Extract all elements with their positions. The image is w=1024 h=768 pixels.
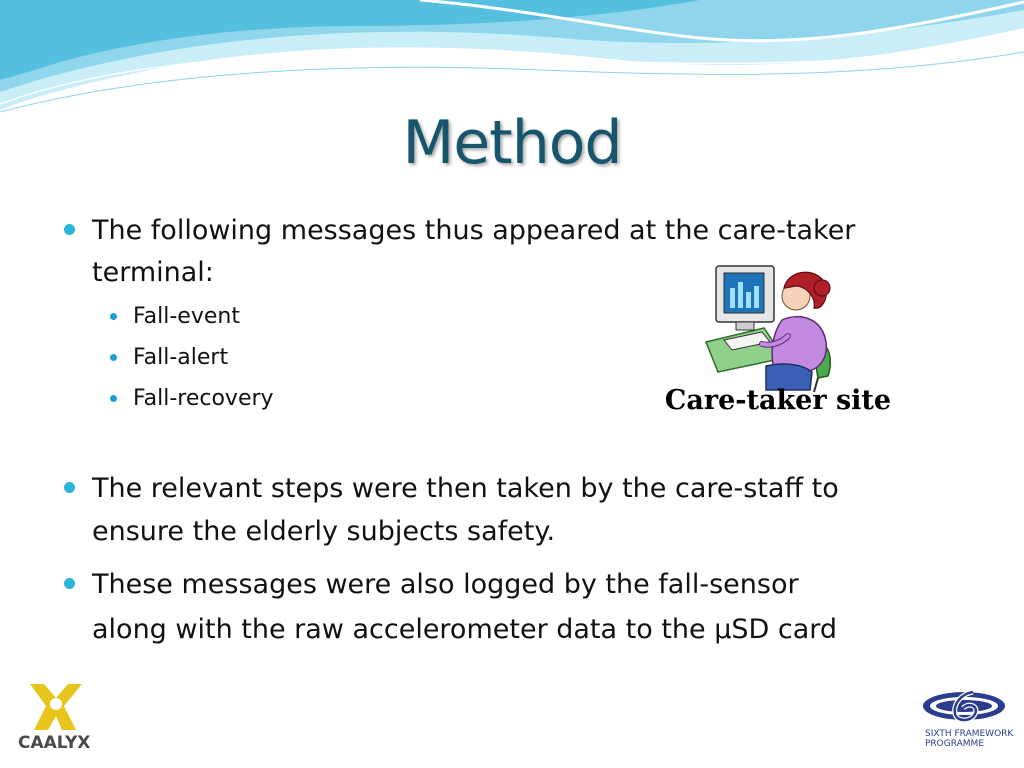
sub-bullet-dot-icon [110, 395, 117, 402]
sub-bullet-fall-recovery: Fall-recovery [133, 386, 274, 411]
bullet-dot-icon [64, 224, 75, 235]
slide-title: Method [402, 108, 622, 178]
bullet-1-line-1: The following messages thus appeared at the care-taker [92, 215, 856, 246]
fp6-text-line-1: SIXTH FRAMEWORK [925, 729, 1014, 739]
bullet-dot-icon [64, 578, 75, 589]
bullet-2-line-1: The relevant steps were then taken by the care-staff to [92, 473, 839, 504]
sub-bullet-dot-icon [110, 354, 117, 361]
sub-bullet-fall-alert: Fall-alert [133, 345, 229, 370]
caretaker-computer-clipart [704, 258, 844, 393]
image-caption: Care-taker site [664, 385, 892, 416]
bullet-3-line-2: along with the raw accelerometer data to the μSD card [92, 614, 838, 645]
sub-bullet-fall-event: Fall-event [133, 304, 240, 329]
bullet-2-line-2: ensure the elderly subjects safety. [92, 516, 556, 547]
bullet-dot-icon [64, 482, 75, 493]
bullet-1-line-2: terminal: [92, 257, 214, 288]
fp6-text-line-2: PROGRAMME [925, 739, 985, 749]
sixth-framework-programme-text [925, 729, 1021, 749]
sixth-framework-programme-logo [921, 684, 1007, 728]
caalyx-logo-text: CAALYX [18, 733, 91, 753]
sub-bullet-dot-icon [110, 313, 117, 320]
caalyx-logo [14, 682, 104, 738]
bullet-3-line-1: These messages were also logged by the fall-sensor [92, 569, 799, 600]
